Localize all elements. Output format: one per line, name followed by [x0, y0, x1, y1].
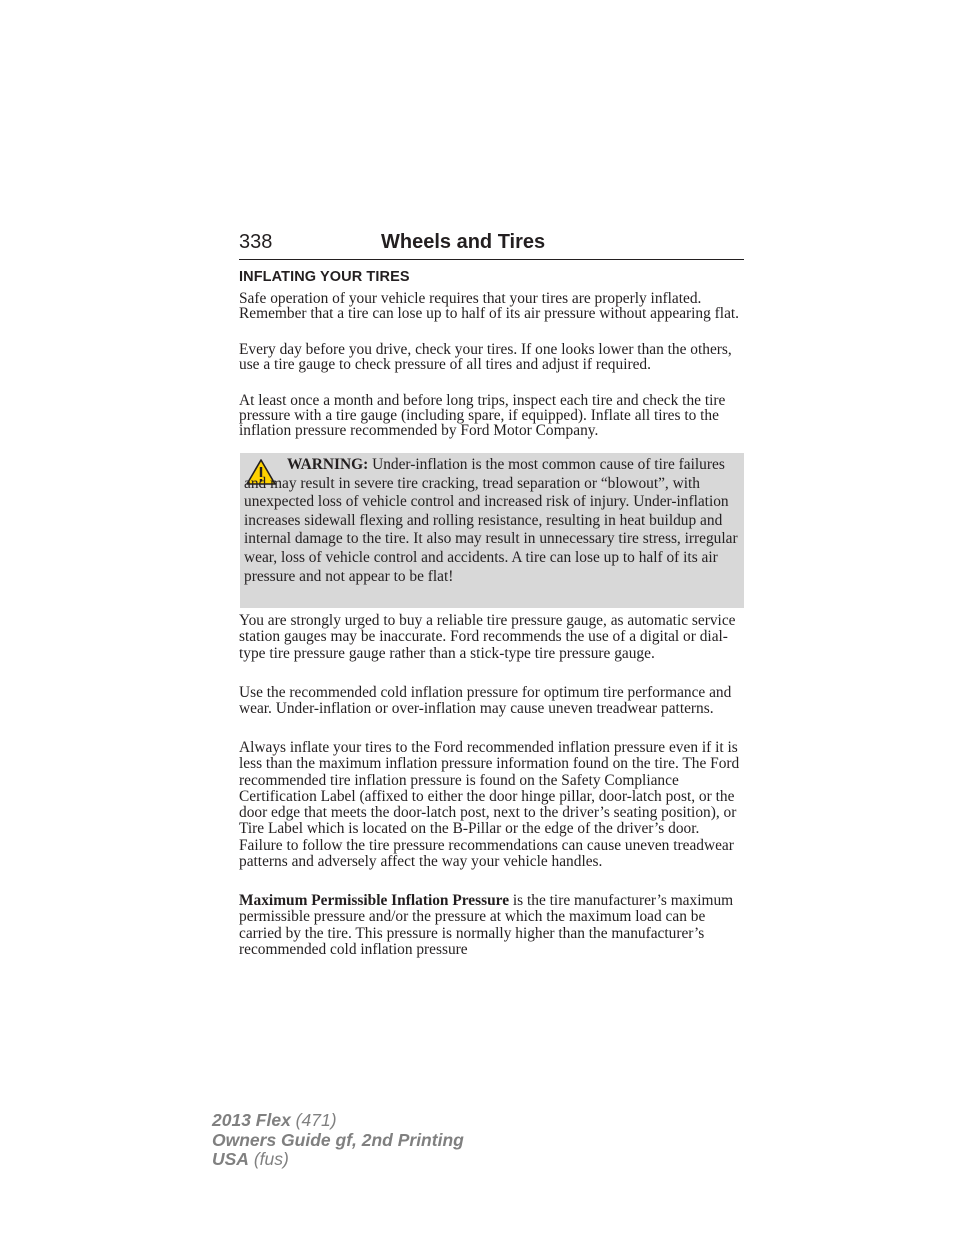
definition-term: Maximum Permissible Inflation Pressure: [239, 892, 510, 909]
footer-line-guide: Owners Guide gf, 2nd Printing: [212, 1129, 464, 1150]
page-header: [239, 228, 744, 260]
paragraph-gauge: You are strongly urged to buy a reliable tire pressure gauge, as automatic service station gauges may be inaccurate. Ford recommends the use of a digital or dial-type tire pressure gauge rather than a stick-type tire pressure gauge.: [239, 612, 736, 662]
footer-line-market: USA (fus): [212, 1149, 289, 1169]
footer-line-model: 2013 Flex (471): [212, 1110, 337, 1130]
warning-label: WARNING:: [287, 456, 369, 473]
paragraph-max-pressure: [239, 893, 744, 958]
definition-text: is the tire manufacturer’s maximum permissible pressure and/or the pressure at which the maximum load can be carried by the tire. This pressure is normally higher than the manufacturer’s recommended cold inflation pressure: [239, 892, 734, 958]
paragraph-monthly-check: At least once a month and before long trips, inspect each tire and check the tire pressure with a tire gauge (including spare, if equipped). Inflate all tires to the inflation pressure recommended by Ford Motor Company.: [239, 392, 726, 440]
paragraph-proper-inflation: Safe operation of your vehicle requires that your tires are properly inflated. Remember that a tire can lose up to half of its air pressure without appearing flat.: [239, 290, 740, 323]
warning-text: [244, 456, 738, 586]
paragraph-daily-check: Every day before you drive, check your tires. If one looks lower than the others, use a tire gauge to check pressure of all tires and adjust if required.: [239, 341, 732, 374]
paragraph-recommended-pressure: Always inflate your tires to the Ford recommended inflation pressure even if it is less than the maximum inflation pressure information found on the tire. The Ford recommended tire inflation pressure is found on the Safety Compliance Certification Label (affixed to either the door hinge pillar, door-latch post, or the door edge that meets the door-latch post, next to the driver’s seating position), or Tire Label which is located on the B-Pillar or the edge of the driver’s door. Failure to follow the tire pressure recommendations can cause uneven treadwear patterns and adversely affect the way your vehicle handles.: [239, 739, 740, 871]
page-number: 338: [239, 231, 273, 253]
warning-body: Under-inflation is the most common cause of tire failures and may result in severe tire cracking, tread separation or “blowout”, with unexpected loss of vehicle control and increased risk of injury. Under-inflation increases sidewall flexing and rolling resistance, resulting in heat buildup and internal damage to the tire. It also may result in unnecessary tire stress, irregular wear, loss of vehicle control and accidents. A tire can lose up to half of its air pressure and not appear to be flat!: [244, 456, 738, 585]
chapter-title: Wheels and Tires: [381, 231, 546, 253]
print-footer: [212, 1111, 464, 1170]
section-heading: INFLATING YOUR TIRES: [239, 269, 410, 285]
paragraph-cold-pressure: Use the recommended cold inflation pressure for optimum tire performance and wear. Under-inflation or over-inflation may cause uneven treadwear patterns.: [239, 684, 732, 718]
warning-box: [240, 453, 744, 608]
